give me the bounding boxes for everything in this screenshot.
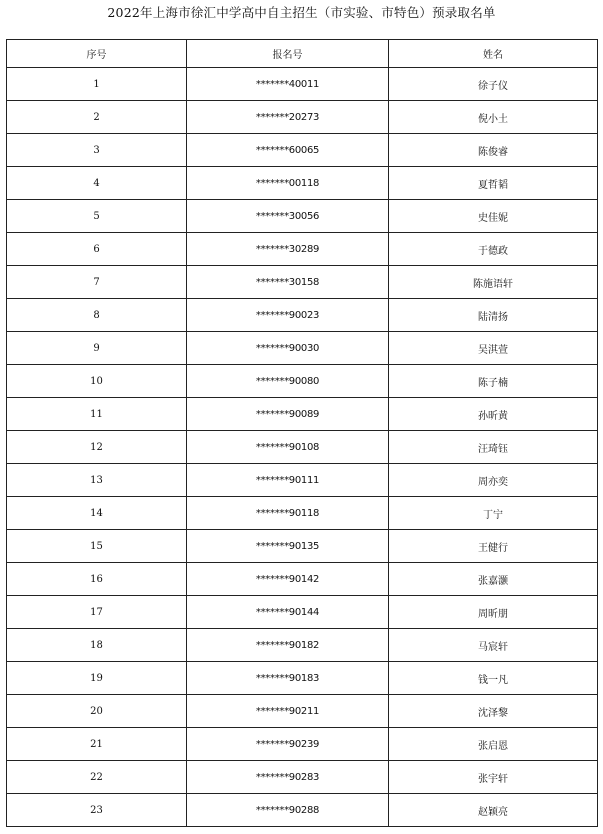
registration-no-cell: *******90142 (187, 563, 389, 596)
page-title: 2022年上海市徐汇中学高中自主招生（市实验、市特色）预录取名单 (107, 5, 496, 20)
serial-cell: 10 (7, 365, 187, 398)
serial-cell: 13 (7, 464, 187, 497)
name-cell: 沈泽黎 (389, 695, 598, 728)
name-cell: 吴淇萱 (389, 332, 598, 365)
registration-no-cell: *******90089 (187, 398, 389, 431)
serial-cell: 12 (7, 431, 187, 464)
serial-cell: 4 (7, 167, 187, 200)
table-row (7, 431, 598, 464)
registration-no-cell: *******90080 (187, 365, 389, 398)
table-row (7, 398, 598, 431)
registration-no-cell: *******90108 (187, 431, 389, 464)
name-cell: 马宸轩 (389, 629, 598, 662)
table-row (7, 266, 598, 299)
table-row (7, 629, 598, 662)
registration-no-cell: *******90239 (187, 728, 389, 761)
name-cell: 王健行 (389, 530, 598, 563)
registration-no-cell: *******90118 (187, 497, 389, 530)
serial-cell: 8 (7, 299, 187, 332)
serial-cell: 17 (7, 596, 187, 629)
serial-cell: 15 (7, 530, 187, 563)
registration-no-cell: *******30158 (187, 266, 389, 299)
name-cell: 徐子仪 (389, 68, 598, 101)
table-row (7, 695, 598, 728)
table-row (7, 794, 598, 827)
table-row (7, 497, 598, 530)
serial-cell: 19 (7, 662, 187, 695)
table-row (7, 530, 598, 563)
name-cell: 陈俊睿 (389, 134, 598, 167)
table-row (7, 596, 598, 629)
table-row (7, 728, 598, 761)
registration-no-cell: *******90182 (187, 629, 389, 662)
name-cell: 孙昕黄 (389, 398, 598, 431)
table-row (7, 464, 598, 497)
serial-cell: 1 (7, 68, 187, 101)
registration-no-cell: *******90288 (187, 794, 389, 827)
column-header-registration-no: 报名号 (187, 40, 389, 68)
table-row (7, 662, 598, 695)
header-row (7, 40, 598, 68)
registration-no-cell: *******90030 (187, 332, 389, 365)
registration-no-cell: *******40011 (187, 68, 389, 101)
name-cell: 汪琦钰 (389, 431, 598, 464)
table-row (7, 68, 598, 101)
serial-cell: 7 (7, 266, 187, 299)
table-row (7, 332, 598, 365)
name-cell: 史佳妮 (389, 200, 598, 233)
column-header-serial: 序号 (7, 40, 187, 68)
table-row (7, 233, 598, 266)
table-row (7, 101, 598, 134)
serial-cell: 5 (7, 200, 187, 233)
name-cell: 张嘉灏 (389, 563, 598, 596)
name-cell: 周亦奕 (389, 464, 598, 497)
serial-cell: 6 (7, 233, 187, 266)
admission-table (6, 39, 598, 827)
registration-no-cell: *******90111 (187, 464, 389, 497)
table-row (7, 134, 598, 167)
table-row (7, 563, 598, 596)
registration-no-cell: *******90135 (187, 530, 389, 563)
name-cell: 张宇轩 (389, 761, 598, 794)
registration-no-cell: *******20273 (187, 101, 389, 134)
name-cell: 钱一凡 (389, 662, 598, 695)
serial-cell: 16 (7, 563, 187, 596)
registration-no-cell: *******90023 (187, 299, 389, 332)
serial-cell: 20 (7, 695, 187, 728)
registration-no-cell: *******60065 (187, 134, 389, 167)
name-cell: 陈施语轩 (389, 266, 598, 299)
name-cell: 夏哲韬 (389, 167, 598, 200)
registration-no-cell: *******30056 (187, 200, 389, 233)
serial-cell: 14 (7, 497, 187, 530)
serial-cell: 22 (7, 761, 187, 794)
name-cell: 陆清扬 (389, 299, 598, 332)
name-cell: 陈子楠 (389, 365, 598, 398)
serial-cell: 3 (7, 134, 187, 167)
registration-no-cell: *******90283 (187, 761, 389, 794)
registration-no-cell: *******30289 (187, 233, 389, 266)
serial-cell: 23 (7, 794, 187, 827)
name-cell: 周昕朋 (389, 596, 598, 629)
serial-cell: 11 (7, 398, 187, 431)
table-row (7, 167, 598, 200)
registration-no-cell: *******90183 (187, 662, 389, 695)
serial-cell: 9 (7, 332, 187, 365)
name-cell: 赵颖亮 (389, 794, 598, 827)
table-header (7, 40, 598, 68)
serial-cell: 2 (7, 101, 187, 134)
serial-cell: 18 (7, 629, 187, 662)
name-cell: 倪小土 (389, 101, 598, 134)
name-cell: 张启恩 (389, 728, 598, 761)
serial-cell: 21 (7, 728, 187, 761)
table-row (7, 365, 598, 398)
name-cell: 丁宁 (389, 497, 598, 530)
table-body (7, 68, 598, 827)
registration-no-cell: *******90144 (187, 596, 389, 629)
registration-no-cell: *******90211 (187, 695, 389, 728)
table-row (7, 761, 598, 794)
name-cell: 于德政 (389, 233, 598, 266)
table-row (7, 299, 598, 332)
column-header-name: 姓名 (389, 40, 598, 68)
registration-no-cell: *******00118 (187, 167, 389, 200)
table-row (7, 200, 598, 233)
